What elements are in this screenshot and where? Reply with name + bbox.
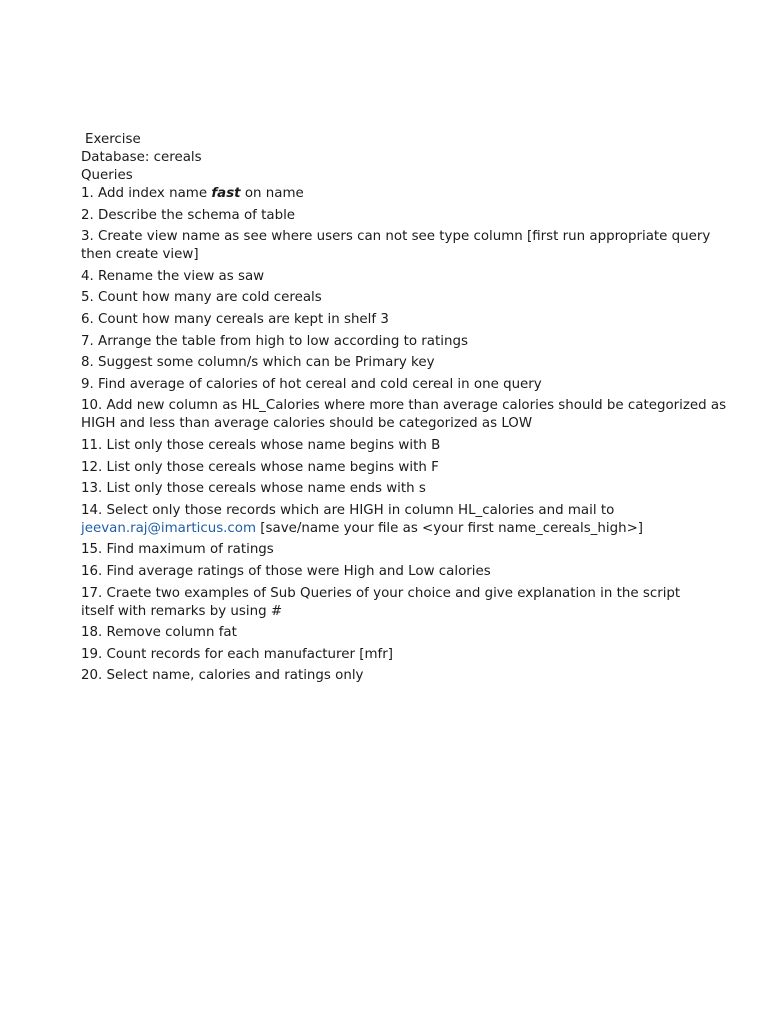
query-item-15: 15. Find maximum of ratings [81, 542, 274, 558]
query-item-4: 4. Rename the view as saw [81, 268, 265, 284]
query-1-text-b: on name [240, 186, 304, 201]
queries-heading: Queries [81, 168, 133, 183]
email-link[interactable]: jeevan.raj@imarticus.com [81, 520, 257, 536]
query-item-10 [81, 397, 727, 433]
query-3-line-2: then create view] [81, 247, 199, 263]
query-1-text-a: 1. Add index name [81, 186, 212, 201]
query-17-line-2: itself with remarks by using # [81, 603, 283, 619]
query-item-1 [81, 185, 721, 203]
document-content [81, 131, 727, 685]
query-item-17 [81, 585, 721, 621]
query-14-line-1: 14. Select only those records which are HIGH in column HL_calories and mail to [81, 502, 615, 518]
query-item-12: 12. List only those cereals whose name begins with F [81, 459, 439, 475]
query-17-line-1: 17. Craete two examples of Sub Queries of your choice and give explanation in the script [81, 585, 681, 601]
exercise-title: Exercise [85, 132, 141, 147]
query-item-7: 7. Arrange the table from high to low according to ratings [81, 333, 468, 349]
query-item-13: 13. List only those cereals whose name ends with s [81, 481, 426, 497]
query-item-20: 20. Select name, calories and ratings only [81, 668, 364, 684]
query-item-2: 2. Describe the schema of table [81, 207, 296, 223]
query-item-11: 11. List only those cereals whose name begins with B [81, 437, 441, 453]
query-14-save-note: [save/name your file as <your first name_cereals_high>] [256, 520, 644, 536]
query-item-9: 9. Find average of calories of hot cereal and cold cereal in one query [81, 376, 542, 392]
query-item-14 [81, 502, 721, 538]
query-10-line-2: HIGH and less than average calories should be categorized as LOW [81, 416, 533, 432]
database-label: Database: cereals [81, 150, 202, 165]
query-item-6: 6. Count how many cereals are kept in shelf 3 [81, 311, 389, 327]
query-item-18: 18. Remove column fat [81, 625, 237, 641]
query-14-line-2 [81, 520, 721, 538]
query-item-5: 5. Count how many are cold cereals [81, 290, 322, 306]
query-1-index-name: fast [211, 186, 241, 201]
query-10-line-1: 10. Add new column as HL_Calories where more than average calories should be categorized as [81, 398, 727, 414]
query-item-8: 8. Suggest some column/s which can be Primary key [81, 355, 435, 371]
query-3-line-1: 3. Create view name as see where users can not see type column [first run appropriate query [81, 229, 711, 245]
query-item-3 [81, 228, 721, 264]
query-item-16: 16. Find average ratings of those were High and Low calories [81, 563, 491, 579]
query-item-19: 19. Count records for each manufacturer [mfr] [81, 646, 393, 662]
